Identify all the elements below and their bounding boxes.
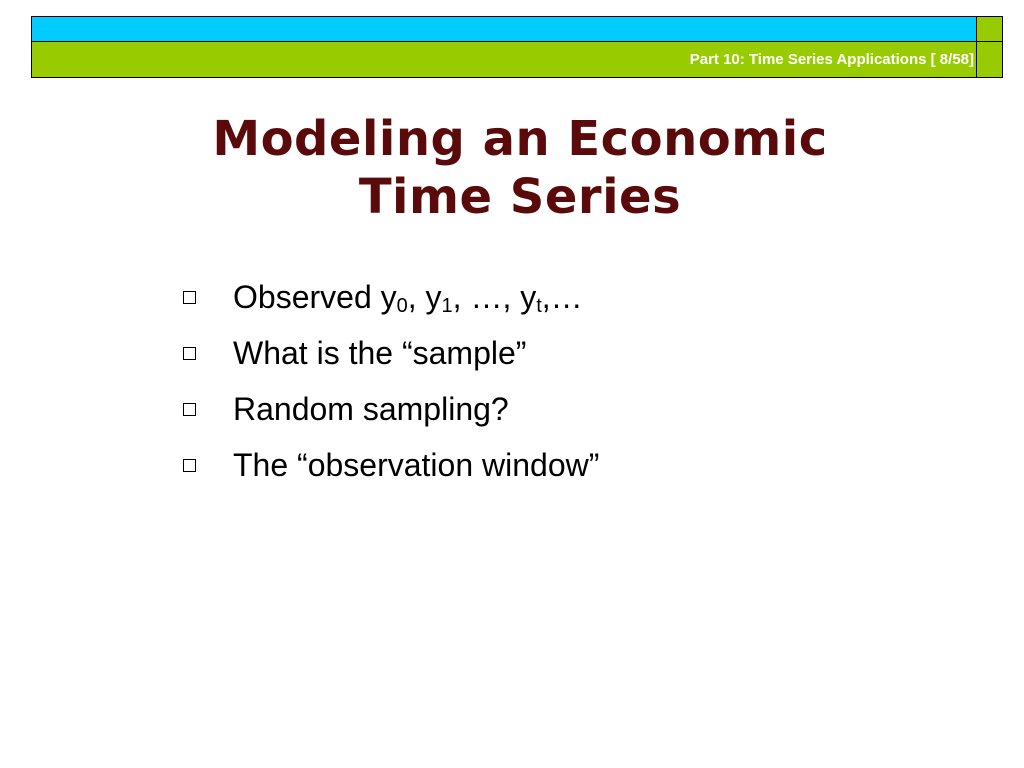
hollow-square-bullet-icon	[183, 291, 196, 304]
bullet-text-part: Observed y	[233, 279, 397, 315]
bullet-text-random-sampling: Random sampling?	[233, 391, 509, 427]
bullet-text-observed	[233, 274, 583, 329]
subscript-0: 0	[396, 295, 408, 317]
hollow-square-bullet-icon	[183, 347, 196, 360]
bullet-text-part: , y	[407, 279, 442, 315]
hollow-square-bullet-icon	[183, 459, 196, 472]
subscript-t: t	[536, 295, 542, 317]
bullet-text-part: , …, y	[452, 279, 537, 315]
slide-title	[0, 110, 1024, 226]
slide-title-line-1: Modeling an Economic	[212, 111, 828, 167]
subscript-1: 1	[441, 295, 453, 317]
slide-title-line-2: Time Series	[358, 169, 682, 225]
header-band-top	[31, 16, 977, 42]
header-corner-square-bottom	[976, 41, 1003, 78]
header-corner-square-top	[976, 16, 1003, 42]
bullet-text-sample: What is the “sample”	[233, 335, 527, 371]
bullet-text-observation-window: The “observation window”	[233, 447, 600, 483]
bullet-text-part: ,…	[541, 279, 583, 315]
slide-part-label: Part 10: Time Series Applications [ 8/58]	[689, 51, 974, 68]
hollow-square-bullet-icon	[183, 403, 196, 416]
